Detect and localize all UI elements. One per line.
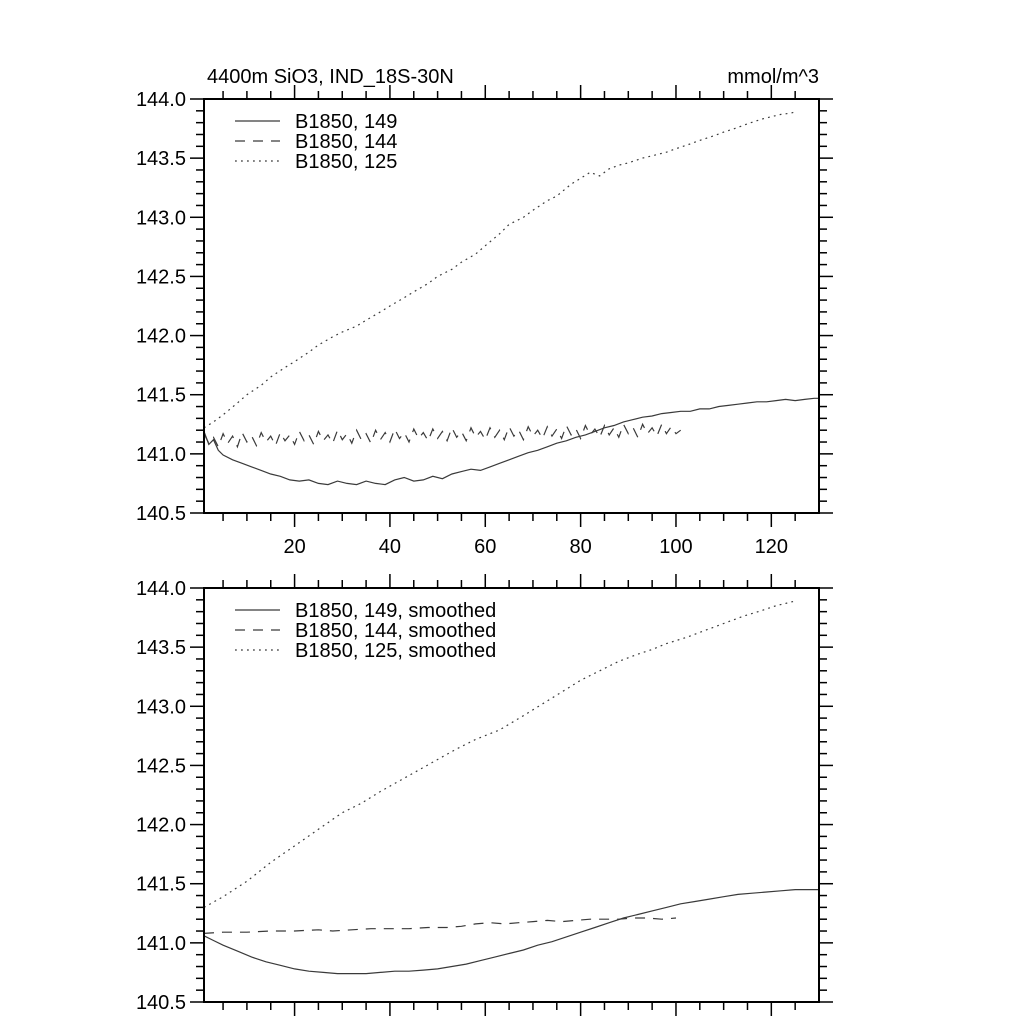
x-tick-label: 120 (754, 536, 789, 558)
series-line-dotted (204, 112, 795, 428)
x-tick-label: 100 (659, 536, 693, 558)
tick-marks (190, 85, 833, 527)
y-tick-label: 141.0 (135, 932, 186, 955)
y-tick-label: 143.0 (135, 207, 186, 230)
series-line-solid (204, 890, 819, 974)
y-tick-label: 143.0 (135, 696, 186, 719)
legend-label: B1850, 144 (295, 131, 398, 153)
chart-title: 4400m SiO3, IND_18S-30N (207, 66, 454, 88)
x-tick-label: 80 (569, 536, 592, 558)
panel-top (136, 66, 833, 558)
panel-bottom (136, 574, 833, 1016)
x-tick-label: 20 (283, 536, 306, 558)
legend-label: B1850, 149 (295, 111, 398, 133)
y-tick-label: 142.0 (135, 814, 186, 837)
series-line-dotted (204, 601, 795, 907)
y-tick-label: 144.0 (135, 578, 186, 600)
y-tick-label: 143.5 (135, 637, 186, 660)
y-tick-label: 143.5 (135, 148, 186, 171)
y-tick-label: 141.5 (135, 873, 186, 896)
y-tick-label: 142.5 (135, 266, 186, 289)
legend-label: B1850, 149, smoothed (295, 600, 497, 622)
x-tick-label: 40 (378, 536, 402, 558)
legend-label: B1850, 125, smoothed (295, 640, 497, 662)
units-label: mmol/m^3 (727, 66, 819, 88)
x-tick-label: 60 (474, 536, 497, 558)
y-tick-label: 142.0 (135, 325, 186, 348)
tick-marks (190, 574, 833, 1016)
y-tick-label: 140.5 (135, 503, 186, 525)
legend-label: B1850, 144, smoothed (295, 620, 497, 642)
series-line-dashed (204, 918, 676, 933)
legend (235, 111, 397, 173)
series-line-dashed (204, 424, 681, 447)
y-tick-label: 142.5 (135, 755, 186, 778)
y-tick-label: 141.5 (135, 384, 186, 407)
y-tick-label: 144.0 (135, 89, 186, 111)
y-tick-label: 140.5 (135, 992, 186, 1014)
legend (235, 600, 496, 662)
y-tick-label: 141.0 (135, 443, 186, 466)
legend-label: B1850, 125 (295, 151, 398, 173)
